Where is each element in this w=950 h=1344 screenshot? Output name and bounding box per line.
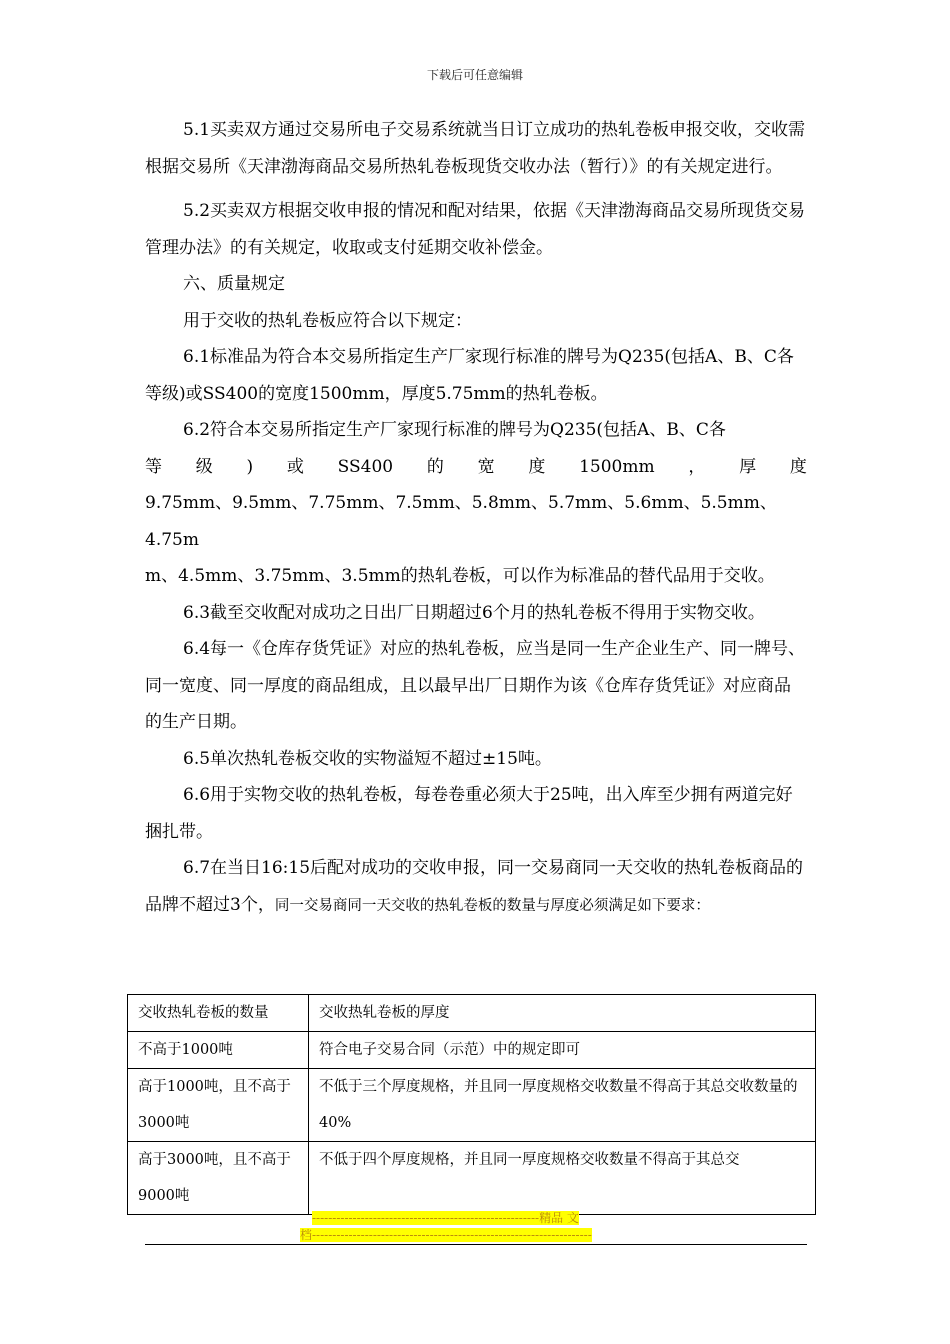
page-footer [300, 1210, 650, 1244]
justified-word: 或 [286, 456, 304, 477]
justified-word: 的 [426, 456, 444, 477]
table-cell: 不低于三个厚度规格，并且同一厚度规格交收数量不得高于其总交收数量的40% [309, 1069, 816, 1142]
table-row [128, 1069, 816, 1142]
paragraph-6-5: 6.5单次热轧卷板交收的实物溢短不超过±15吨。 [183, 748, 552, 769]
footer-highlight: --------------------------------------------------------精品 文 [312, 1211, 579, 1225]
page-header: 下载后可任意编辑 [426, 68, 523, 82]
table-header-row [128, 995, 816, 1032]
table-cell: 不低于四个厚度规格，并且同一厚度规格交收数量不得高于其总交 [309, 1142, 816, 1215]
justified-word: ) [246, 456, 254, 477]
footer-highlight: 档--------------------------------------------------------------------- [300, 1228, 592, 1242]
table-cell: 高于1000吨，且不高于3000吨 [128, 1069, 309, 1142]
footer-line-1 [300, 1210, 650, 1227]
section-heading-6: 六、质量规定 [183, 274, 285, 294]
justified-word: 1500mm [579, 456, 655, 477]
justified-word: 度 [528, 456, 546, 477]
document-body [145, 112, 807, 924]
justified-word: 等 [145, 456, 162, 477]
table-row [128, 1142, 816, 1215]
table-cell: 符合电子交易合同（示范）中的规定即可 [309, 1032, 816, 1069]
footer-divider [145, 1244, 807, 1245]
paragraph-6-2-line-1: 6.2符合本交易所指定生产厂家现行标准的牌号为Q235(包括A、B、C各 [183, 420, 726, 440]
justified-word: 宽 [477, 456, 495, 477]
paragraph-6-7-main: 6.7在当日16:15后配对成功的交收申报，同一交易商同一天交收的热轧卷板商品的品牌不超过3个， [145, 858, 804, 915]
table-header-cell: 交收热轧卷板的厚度 [309, 995, 816, 1032]
paragraph-6-2 [145, 412, 807, 595]
paragraph-6-2-line-2 [145, 449, 807, 486]
paragraph-6-2-line-3: 9.75mm、9.5mm、7.75mm、7.5mm、5.8mm、5.7mm、5.6mm、5.5mm、4.75m [145, 493, 777, 550]
justified-word: 度 [789, 456, 807, 477]
paragraph-6-7 [145, 850, 807, 924]
thickness-requirement-table [127, 994, 816, 1215]
paragraph-6-3: 6.3截至交收配对成功之日出厂日期超过6个月的热轧卷板不得用于实物交收。 [183, 602, 765, 623]
justified-word: 级 [195, 456, 213, 477]
paragraph-6-1: 6.1标准品为符合本交易所指定生产厂家现行标准的牌号为Q235(包括A、B、C各等级)或SS400的宽度1500mm，厚度5.75mm的热轧卷板。 [145, 347, 794, 404]
justified-word: ， [688, 456, 706, 477]
table-row [128, 1032, 816, 1069]
paragraph-5-2: 5.2买卖双方根据交收申报的情况和配对结果，依据《天津渤海商品交易所现货交易管理办法》的有关规定，收取或支付延期交收补偿金。 [145, 201, 806, 258]
justified-word: SS400 [337, 456, 394, 477]
table-cell: 不高于1000吨 [128, 1032, 309, 1069]
table-cell: 高于3000吨，且不高于9000吨 [128, 1142, 309, 1215]
paragraph-6-4: 6.4每一《仓库存货凭证》对应的热轧卷板，应当是同一生产企业生产、同一牌号、同一宽度、同一厚度的商品组成，且以最早出厂日期作为该《仓库存货凭证》对应商品的生产日期。 [145, 639, 806, 732]
paragraph-6-6: 6.6用于实物交收的热轧卷板，每卷卷重必须大于25吨，出入库至少拥有两道完好捆扎带。 [145, 785, 793, 842]
paragraph-6-7-small: 同一交易商同一天交收的热轧卷板的数量与厚度必须满足如下要求： [274, 897, 710, 914]
paragraph-6-2-line-4: m、4.5mm、3.75mm、3.5mm的热轧卷板，可以作为标准品的替代品用于交收。 [145, 566, 775, 586]
paragraph-5-1: 5.1买卖双方通过交易所电子交易系统就当日订立成功的热轧卷板申报交收，交收需根据交易所《天津渤海商品交易所热轧卷板现货交收办法（暂行）》的有关规定进行。 [145, 120, 806, 177]
table-header-cell: 交收热轧卷板的数量 [128, 995, 309, 1032]
footer-line-2 [300, 1227, 650, 1244]
justified-word: 厚 [739, 456, 757, 477]
paragraph-6-intro: 用于交收的热轧卷板应符合以下规定： [183, 310, 472, 331]
